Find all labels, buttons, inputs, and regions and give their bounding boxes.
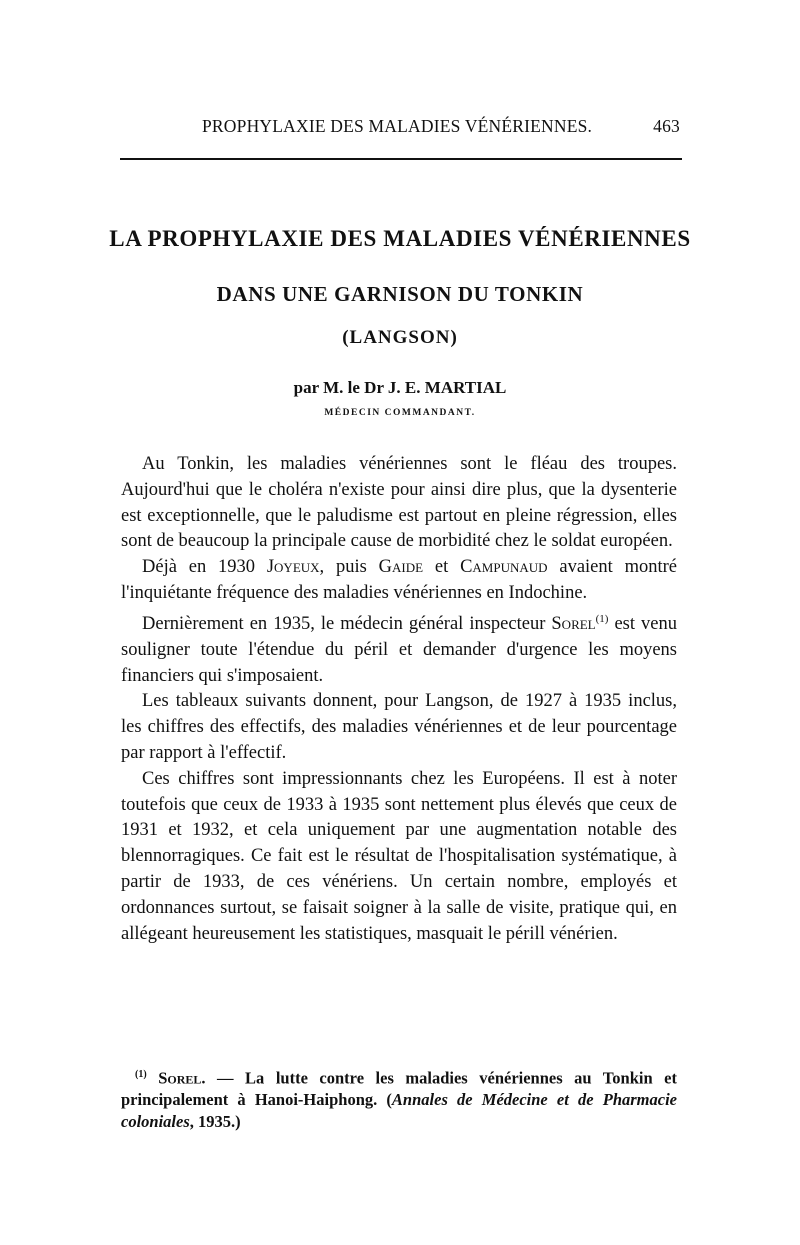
running-head bbox=[120, 116, 680, 146]
author-name-sorel: Sorel bbox=[551, 613, 596, 634]
footnotes bbox=[121, 1064, 677, 1132]
author-rank: MÉDECIN COMMANDANT. bbox=[324, 408, 476, 418]
paragraph-4: Les tableaux suivants donnent, pour Langson, de 1927 à 1935 inclus, les chiffres des effectifs, des maladies vénériennes et de leur pourcentage par rapport à l'effectif. bbox=[121, 691, 677, 763]
author-name-campunaud: Campunaud bbox=[460, 557, 548, 578]
article-title-line-3: (LANGSON) bbox=[342, 327, 458, 348]
footnote-1 bbox=[121, 1064, 677, 1132]
footnote-journal: Annales de Médecine et de Pharmacie coloniales bbox=[121, 1090, 677, 1131]
footnote-text-a: . — La lutte contre les maladies vénériennes au Tonkin et principalement à Hanoi-Haiphong. ( bbox=[121, 1068, 678, 1109]
author-name-joyeux: Joyeux bbox=[266, 557, 320, 578]
footnote-marker: (1) bbox=[135, 1069, 147, 1080]
running-head-title: PROPHYLAXIE DES MALADIES VÉNÉRIENNES. bbox=[202, 116, 593, 136]
paragraph-2-text-d: avaient montré l'inquiétante fréquence des maladies vénériennes en Indochine. bbox=[121, 557, 677, 603]
article-title-line-1: LA PROPHYLAXIE DES MALADIES VÉNÉRIENNES bbox=[109, 226, 691, 251]
paragraph-2-text-b: , puis bbox=[319, 557, 379, 578]
paragraph-1: Au Tonkin, les maladies vénériennes sont le fléau des troupes. Aujourd'hui que le choléra n'existe pour ainsi dire plus, que la dysenterie est exceptionnelle, que le paludisme est partout en pleine régression, elles sont de beaucoup la principale cause de morbidité chez le soldat européen. bbox=[121, 454, 677, 552]
footnote-reference: (1) bbox=[595, 612, 609, 625]
paragraph-5: Ces chiffres sont impressionnants chez les Européens. Il est à noter toutefois que ceux de 1933 à 1935 sont nettement plus élevés que ceux de 1931 et 1932, et cela uniquement par une augmentation notable des blennorragiques. Ce fait est le résultat de l'hospitalisation systématique, à partir de 1933, de ces vénériens. Un certain nombre, employés et ordonnances surtout, se faisait soigner à la salle de visite, pratique qui, en allégeant heureusement les statistiques, masquait le périll vénérien. bbox=[121, 768, 677, 944]
paragraph-3-text-b: est venu souligner toute l'étendue du péril et demander d'urgence les moyens financiers qui s'imposaient. bbox=[121, 613, 677, 686]
header-rule bbox=[120, 158, 682, 160]
footnote-text-b: , 1935.) bbox=[189, 1111, 241, 1131]
article-author: par M. le Dr J. E. MARTIAL bbox=[293, 378, 507, 397]
article-body bbox=[121, 452, 677, 947]
footnote-author: Sorel bbox=[158, 1068, 202, 1088]
paragraph-3 bbox=[121, 607, 677, 690]
author-name-gaide: Gaide bbox=[378, 557, 424, 578]
paragraph-2 bbox=[121, 555, 677, 607]
article-title-line-2: DANS UNE GARNISON DU TONKIN bbox=[216, 282, 584, 306]
paragraph-2-text-c: et bbox=[423, 557, 461, 578]
paragraph-3-text-a: Dernièrement en 1935, le médecin général inspecteur bbox=[142, 613, 552, 634]
page-number: 463 bbox=[653, 116, 680, 136]
paragraph-2-text-a: Déjà en 1930 bbox=[142, 557, 267, 578]
